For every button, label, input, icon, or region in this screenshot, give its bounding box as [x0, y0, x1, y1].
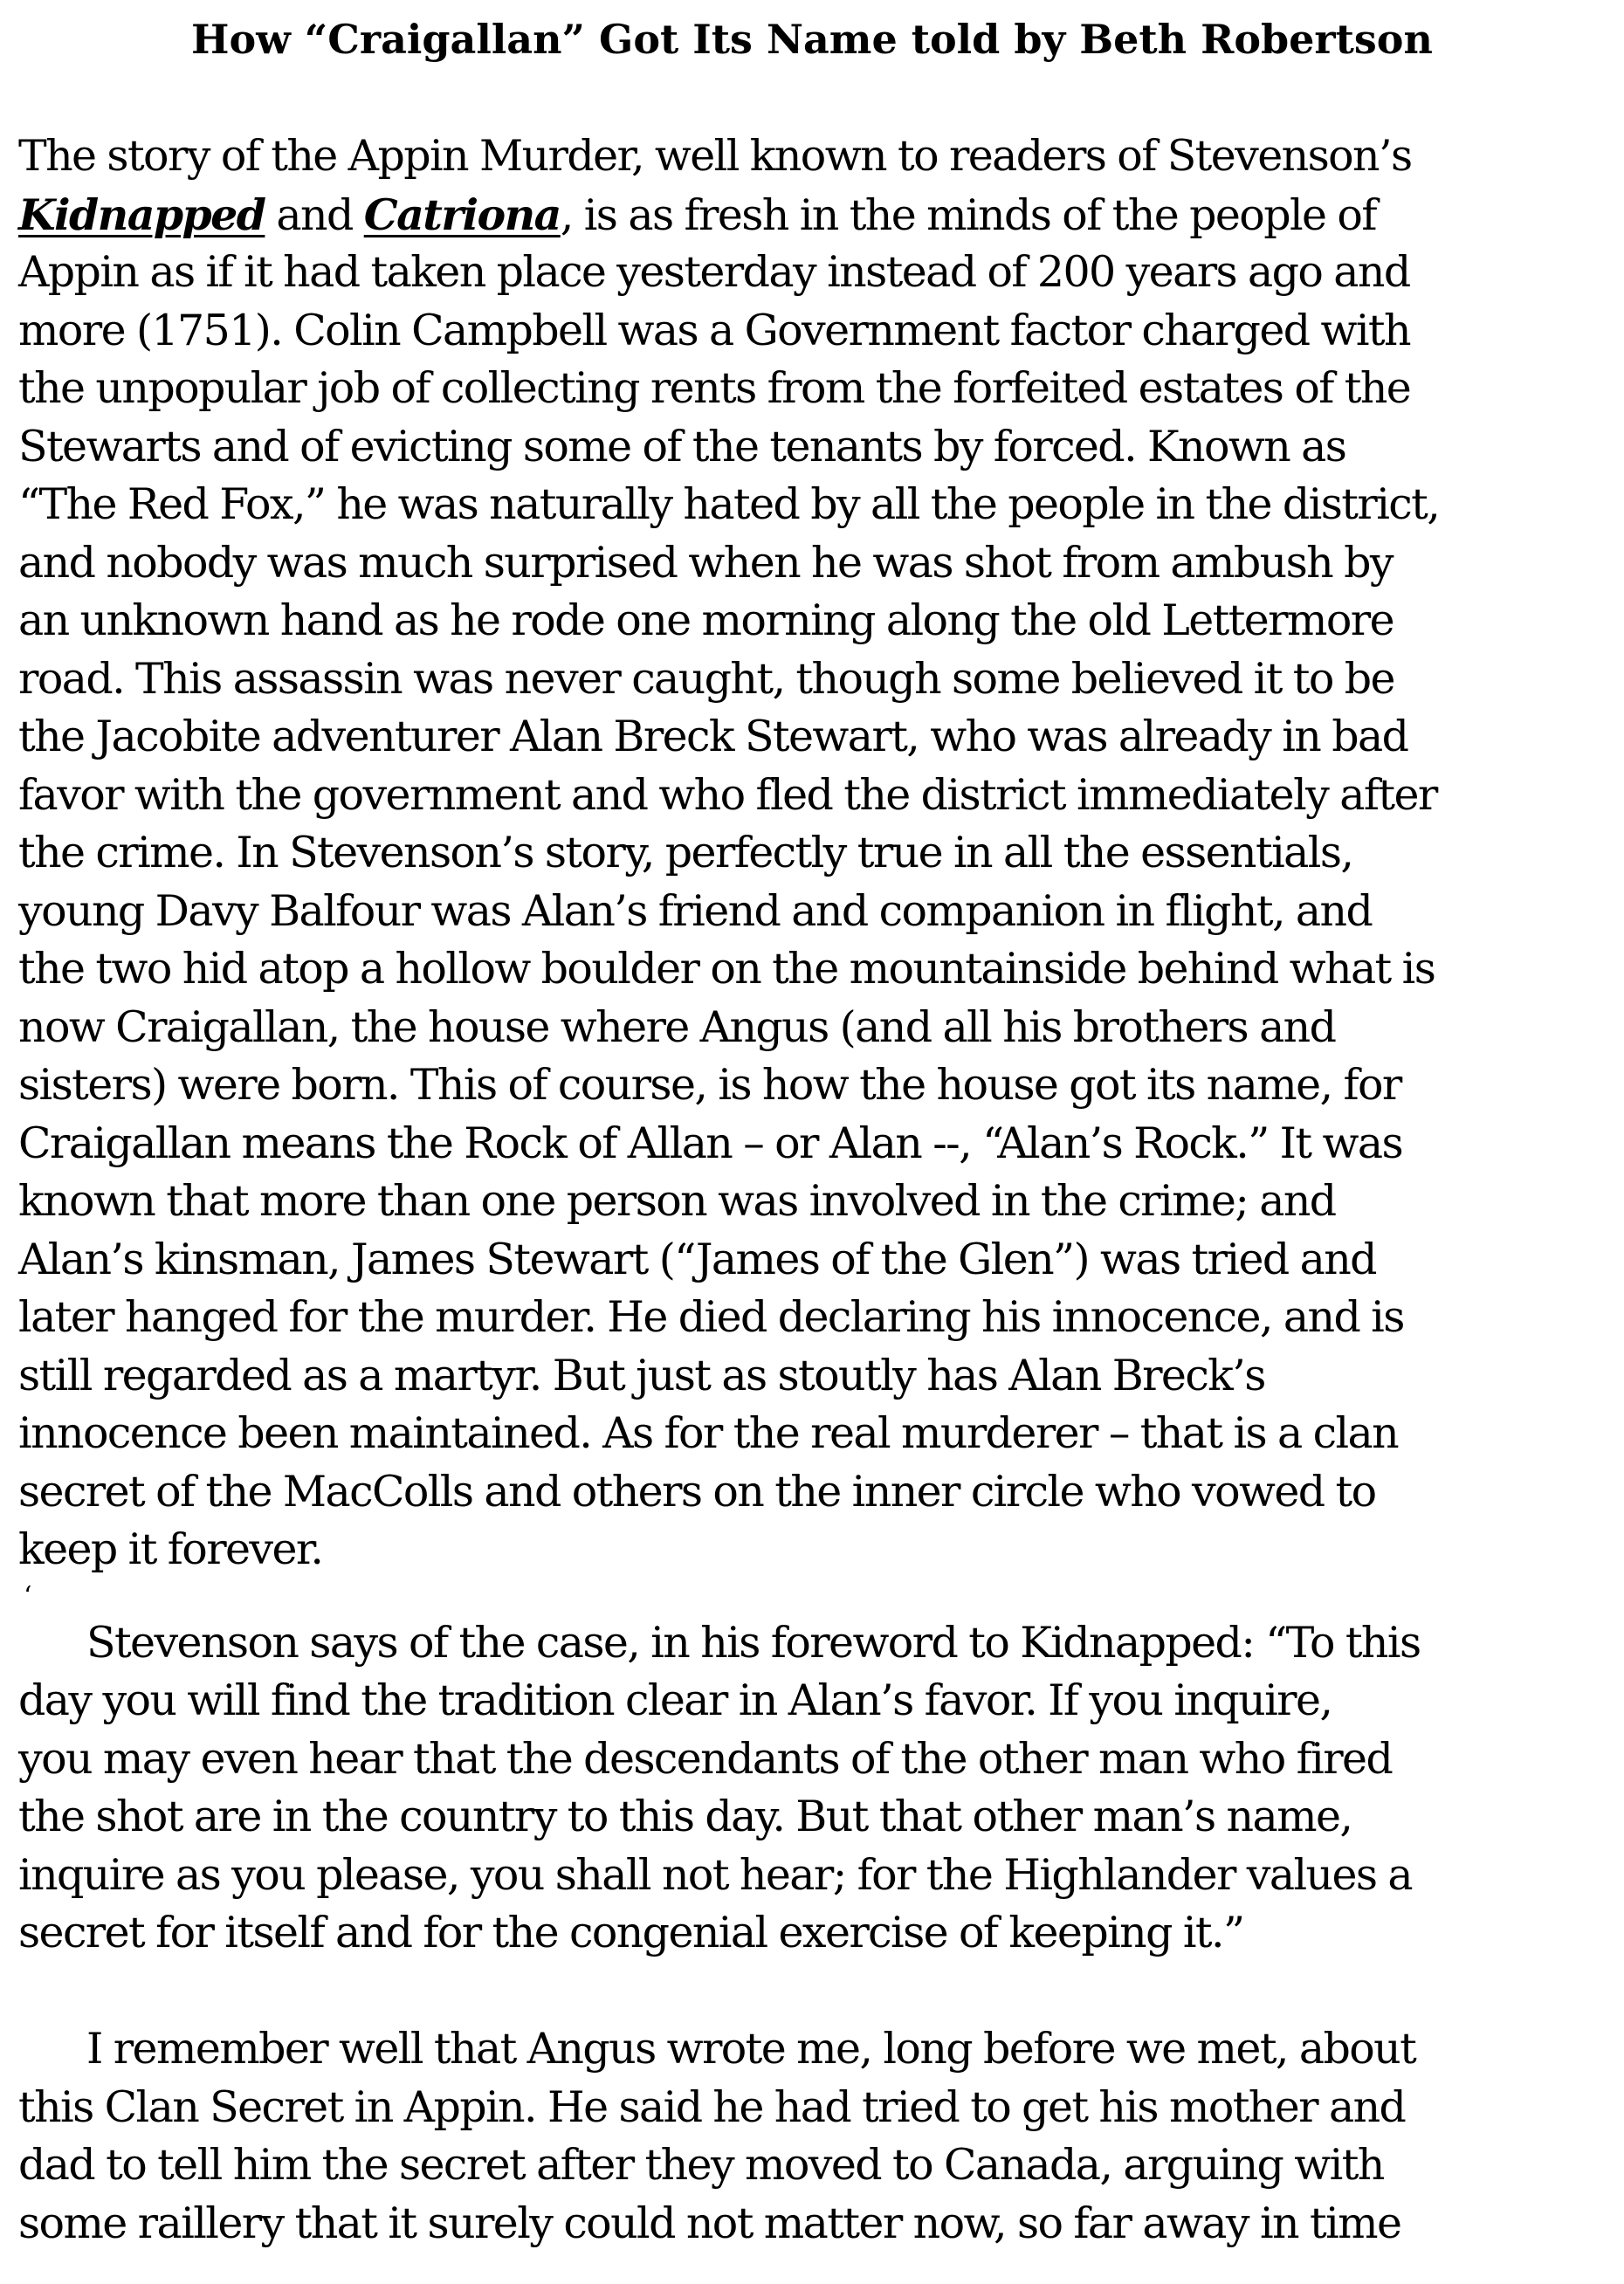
paragraph-1-line-last: keep it forever.	[18, 1524, 323, 1574]
paragraph-2-line: the shot are in the country to this day. But that other man’s name,	[18, 1792, 1352, 1841]
paragraph-2-line: Stevenson says of the case, in his foreword to Kidnapped: “To this	[86, 1617, 1421, 1668]
paragraph-1-line: road. This assassin was never caught, though some believed it to be	[18, 653, 1394, 704]
paragraph-3-line: this Clan Secret in Appin. He said he had tried to get his mother and	[18, 2081, 1406, 2132]
paragraph-1-line: the Jacobite adventurer Alan Breck Stewart, who was already in bad	[18, 712, 1408, 761]
paragraph-1-line-2	[18, 186, 1616, 244]
paragraph-1-line: Appin as if it had taken place yesterday instead of 200 years ago and	[18, 247, 1410, 297]
paragraph-1-line: favor with the government and who fled the district immediately after	[18, 769, 1437, 820]
paragraph-1-line: and nobody was much surprised when he was shot from ambush by	[18, 537, 1393, 588]
line-text: and	[265, 189, 364, 240]
paragraph-1-line: more (1751). Colin Campbell was a Government factor charged with	[18, 305, 1410, 355]
paragraph-1-line: Craigallan means the Rock of Allan – or Alan --, “Alan’s Rock.” It was	[18, 1118, 1403, 1168]
paragraph-2-line: inquire as you please, you shall not hear; for the Highlander values a	[18, 1849, 1413, 1900]
book-title-kidnapped: Kidnapped	[18, 189, 265, 240]
paragraph-1-line: sisters) were born. This of course, is how the house got its name, for	[18, 1060, 1401, 1110]
paragraph-1-line-1: The story of the Appin Murder, well known to readers of Stevenson’s	[18, 131, 1412, 181]
paragraph-3-line: some raillery that it surely could not matter now, so far away in time	[18, 2198, 1401, 2248]
paragraph-1-line: the unpopular job of collecting rents from the forfeited estates of the	[18, 363, 1411, 413]
paragraph-1-line: the two hid atop a hollow boulder on the mountainside behind what is	[18, 944, 1435, 994]
paragraph-1-line: still regarded as a martyr. But just as stoutly has Alan Breck’s	[18, 1350, 1265, 1400]
paragraph-1-line: secret of the MacColls and others on the inner circle who vowed to	[18, 1466, 1376, 1517]
paragraph-3-line: dad to tell him the secret after they moved to Canada, arguing with	[18, 2140, 1384, 2190]
paragraph-1-line: an unknown hand as he rode one morning along the old Lettermore	[18, 595, 1393, 645]
paragraph-2-line: day you will find the tradition clear in Alan’s favor. If you inquire,	[18, 1675, 1332, 1725]
document-body	[18, 127, 1616, 2253]
paragraph-2-line: secret for itself and for the congenial exercise of keeping it.”	[18, 1908, 1244, 1957]
paragraph-1-line: innocence been maintained. As for the real murderer – that is a clan	[18, 1408, 1399, 1458]
paragraph-1-line: “The Red Fox,” he was naturally hated by all the people in the district,	[18, 479, 1440, 529]
paragraph-1-line: Stewarts and of evicting some of the tenants by forced. Known as	[18, 421, 1346, 471]
paragraph-2-line: you may even hear that the descendants of the other man who fired	[18, 1733, 1393, 1784]
paragraph-3-line: I remember well that Angus wrote me, long before we met, about	[86, 2024, 1416, 2074]
paragraph-1-line: Alan’s kinsman, James Stewart (“James of the Glen”) was tried and	[18, 1234, 1376, 1284]
line-text: , is as fresh in the minds of the people of	[560, 189, 1376, 240]
paragraph-1-line: young Davy Balfour was Alan’s friend and companion in flight, and	[18, 885, 1373, 936]
paragraph-1-line: now Craigallan, the house where Angus (and all his brothers and	[18, 1001, 1336, 1052]
paragraph-spacer	[18, 1963, 1616, 2021]
stray-quote-mark: ‘	[24, 1580, 31, 1612]
document-title: How “Craigallan” Got Its Name told by Beth Robertson	[191, 16, 1433, 63]
book-title-catriona: Catriona	[363, 189, 561, 240]
paragraph-1-line: known that more than one person was involved in the crime; and	[18, 1176, 1336, 1226]
paragraph-1-line: later hanged for the murder. He died declaring his innocence, and is	[18, 1292, 1404, 1342]
paragraph-1-line: the crime. In Stevenson’s story, perfectly true in all the essentials,	[18, 828, 1353, 877]
